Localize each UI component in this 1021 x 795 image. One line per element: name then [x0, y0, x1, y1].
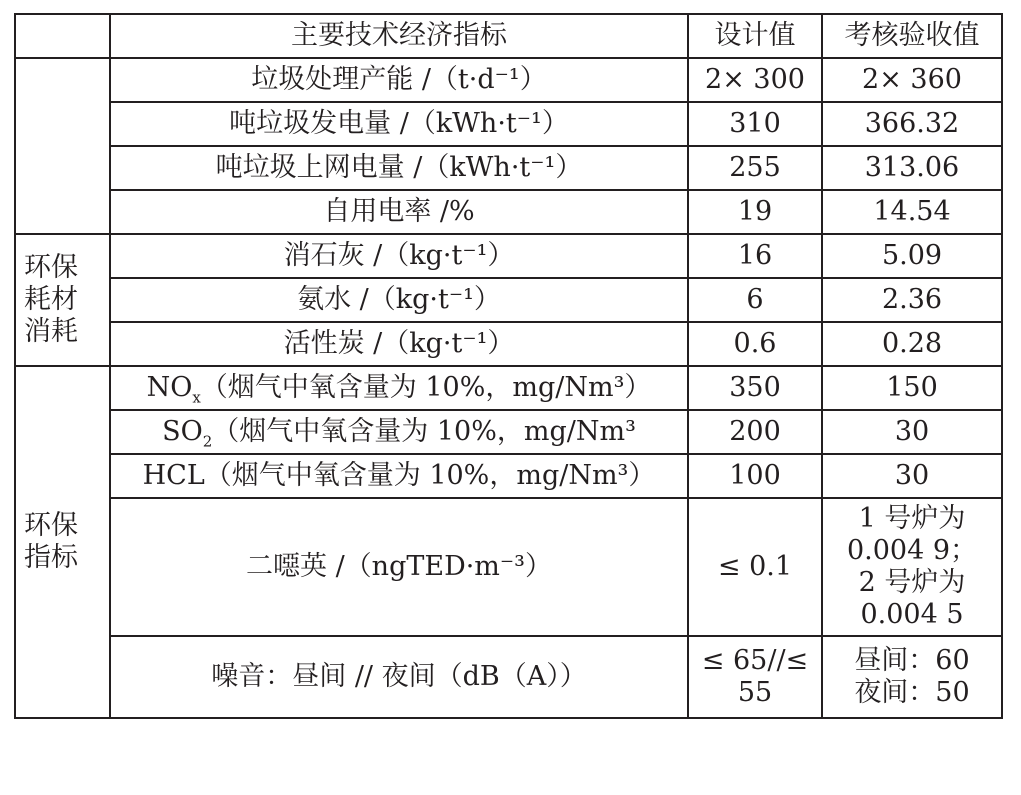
category-line: 耗材 [24, 284, 78, 315]
indicator-cell: 垃圾处理产能 /（t·d⁻¹） [110, 58, 688, 102]
design-cell: 350 [688, 366, 822, 410]
header-acceptance: 考核验收值 [822, 14, 1002, 58]
design-cell: 2× 300 [688, 58, 822, 102]
table-row [15, 278, 1002, 322]
category-line: 环保 [24, 510, 78, 541]
acceptance-cell: 5.09 [822, 234, 1002, 278]
acceptance-cell: 366.32 [822, 102, 1002, 146]
acceptance-line: 夜间：50 [854, 677, 970, 708]
category-line: 环保 [24, 252, 78, 283]
indicator-suffix: （烟气中氧含量为 10%，mg/Nm³ [212, 416, 636, 447]
header-category-cell [15, 14, 110, 58]
table-row [15, 190, 1002, 234]
acceptance-cell: 30 [822, 454, 1002, 498]
table-row [15, 322, 1002, 366]
table-row [15, 366, 1002, 410]
design-cell: 19 [688, 190, 822, 234]
indicator-cell: 噪音：昼间 // 夜间（dB（A）） [110, 636, 688, 718]
acceptance-cell: 0.28 [822, 322, 1002, 366]
acceptance-line: 1 号炉为 [858, 503, 966, 534]
table-row [15, 102, 1002, 146]
indicator-cell [110, 366, 688, 410]
indicator-cell: 自用电率 /% [110, 190, 688, 234]
indicator-subscript: 2 [202, 432, 213, 451]
header-indicator: 主要技术经济指标 [110, 14, 688, 58]
category-cell-environmental [15, 366, 110, 718]
indicator-cell: 二噁英 /（ngTED·m⁻³） [110, 498, 688, 636]
indicator-prefix: SO [162, 416, 203, 447]
indicator-cell: 消石灰 /（kg·t⁻¹） [110, 234, 688, 278]
table-row [15, 636, 1002, 718]
acceptance-line: 0.004 9； [846, 535, 978, 566]
design-cell: 6 [688, 278, 822, 322]
table-row [15, 410, 1002, 454]
table-row [15, 234, 1002, 278]
acceptance-cell: 2.36 [822, 278, 1002, 322]
indicator-cell [110, 410, 688, 454]
table-row [15, 58, 1002, 102]
acceptance-line: 2 号炉为 [858, 567, 966, 598]
acceptance-cell [822, 636, 1002, 718]
acceptance-cell: 313.06 [822, 146, 1002, 190]
table-row [15, 146, 1002, 190]
indicator-cell: 活性炭 /（kg·t⁻¹） [110, 322, 688, 366]
category-line: 消耗 [24, 316, 78, 347]
table-row [15, 454, 1002, 498]
design-cell: 255 [688, 146, 822, 190]
header-design: 设计值 [688, 14, 822, 58]
acceptance-cell [822, 498, 1002, 636]
design-cell [688, 636, 822, 718]
indicator-cell: 吨垃圾上网电量 /（kWh·t⁻¹） [110, 146, 688, 190]
acceptance-cell: 30 [822, 410, 1002, 454]
design-cell: 16 [688, 234, 822, 278]
design-cell: 100 [688, 454, 822, 498]
indicator-cell: 吨垃圾发电量 /（kWh·t⁻¹） [110, 102, 688, 146]
indicator-cell: HCL（烟气中氧含量为 10%，mg/Nm³） [110, 454, 688, 498]
indicator-prefix: NO [146, 372, 193, 403]
indicator-cell: 氨水 /（kg·t⁻¹） [110, 278, 688, 322]
design-line: ≤ 65//≤ [701, 645, 809, 676]
acceptance-cell: 2× 360 [822, 58, 1002, 102]
acceptance-line: 0.004 5 [860, 599, 964, 630]
category-line: 指标 [24, 542, 78, 573]
header-row [15, 14, 1002, 58]
design-cell: 310 [688, 102, 822, 146]
acceptance-cell: 14.54 [822, 190, 1002, 234]
acceptance-cell: 150 [822, 366, 1002, 410]
indicator-subscript: x [192, 388, 201, 407]
category-cell-consumables [15, 234, 110, 366]
indicators-table [14, 13, 1003, 719]
design-cell: 0.6 [688, 322, 822, 366]
design-cell: ≤ 0.1 [688, 498, 822, 636]
indicator-suffix: （烟气中氧含量为 10%，mg/Nm³） [200, 372, 652, 403]
table-row [15, 498, 1002, 636]
design-line: 55 [737, 677, 773, 708]
design-cell: 200 [688, 410, 822, 454]
acceptance-line: 昼间：60 [854, 645, 970, 676]
category-cell-blank [15, 58, 110, 234]
